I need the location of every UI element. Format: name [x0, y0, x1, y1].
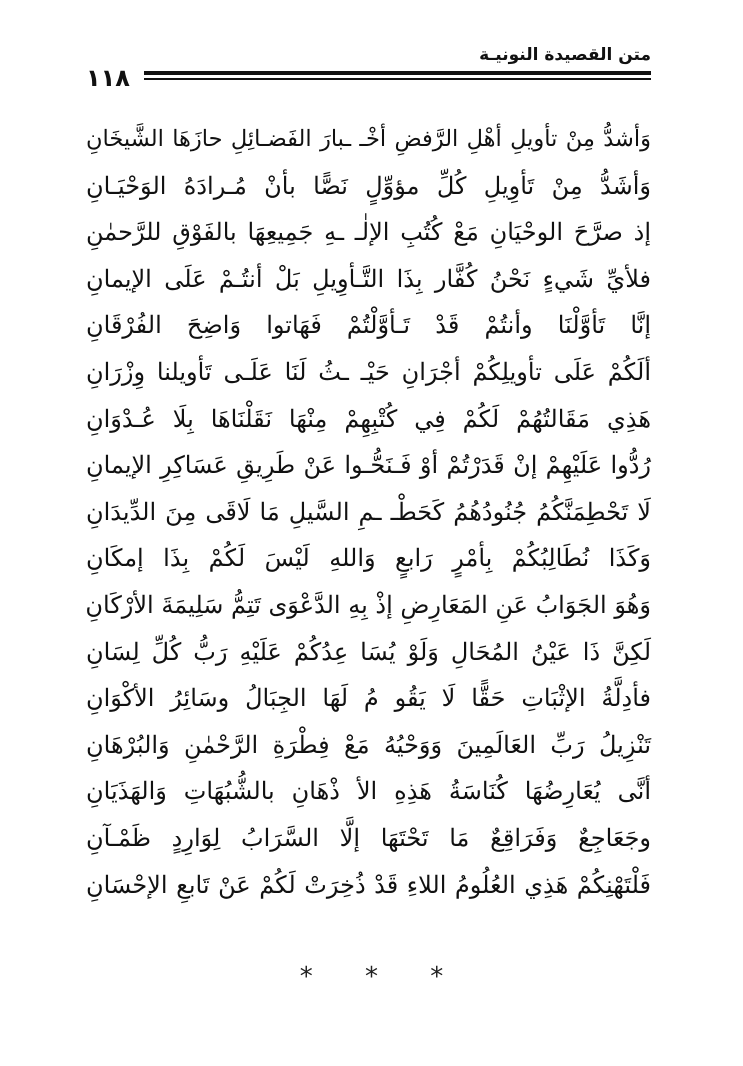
header-rule-thin — [144, 78, 651, 80]
page-header — [86, 44, 651, 94]
verse-line: تَنْزِيلُ رَبِّ العَالَمِينَ وَوَحْيُهُ مَعْ فِطْرَةِ الرَّحْمٰنِ وَالبُرْهَانِ — [86, 730, 651, 759]
verse-line: فلأيِّ شَيءٍ نَحْنُ كُفَّار بِذَا التَّـأوِيلِ بَلْ أنتُـمْ عَلَى الإيمانِ — [86, 264, 651, 293]
verse-line: وَأشدُّ مِنْ تأويلِ أهْلِ الرَّفضِ أخْـ ـبارَ الفَضـائِلِ حازَهَا الشَّيخَانِ — [86, 126, 651, 152]
verse-line: لَا تَحْطِمَنَّكُمُ جُنُودُهُمُ كَحَطْـ ـمِ السَّيلِ مَا لَاقَى مِنَ الدِّيدَانِ — [86, 497, 651, 526]
section-end-ornament: * * * — [299, 962, 466, 992]
verse-line: فَلْتَهْنِكُمْ هَذِي العُلُومُ اللاءِ قَدْ ذُخِرَتْ لَكُمْ عَنْ تَابعِ الإحْسَانِ — [86, 870, 652, 899]
running-title: متن القصيدة النونيـة — [479, 45, 651, 65]
verse-line: إنَّا تَأوَّلْنَا وأنتُمْ قَدْ تَـأوَّلْتُمْ فَهَاتوا وَاضِحَ الفُرْقَانِ — [86, 311, 651, 340]
verse-line: رُدُّوا عَلَيْهِمْ إنْ قَدَرْتُمْ أوْ فَـنَحُّـوا عَنْ طَرِيقِ عَسَاكِرِ الإيمانِ — [86, 451, 651, 480]
page-number: ١١٨ — [86, 64, 130, 92]
poem-verses — [86, 116, 651, 908]
verse-line: وَهُوَ الجَوَابُ عَنِ المَعَارِضِ إذْ بِهِ الدَّعْوَى تَتِمُّ سَلِيمَةَ الأرْكَانِ — [85, 590, 651, 619]
verse-line: لَكِنَّ ذَا عَيْنُ المُحَالِ وَلَوْ يُسَا عِدُكُمْ عَلَيْهِ رَبُّ كُلِّ لِسَانِ — [86, 637, 651, 666]
verse-line: وَكَذَا نُطَالِبُكُمْ بِأمْرٍ رَابعٍ وَاللهِ لَيْسَ لَكُمْ بِذَا إمكَانِ — [86, 544, 651, 573]
verse-line: أنَّى يُعَارِضُهَا كُنَاسَةُ هَذِهِ الأ ذْهَانِ بالشُّبُهَاتِ وَالهَذَيَانِ — [86, 777, 651, 806]
verse-line: هَذِي مَقَالتُهُمْ لَكُمْ فِي كُتْبِهِمْ مِنْهَا نَقَلْنَاهَا بِلَا عُـدْوَانِ — [86, 404, 651, 433]
verse-line: وَأشَدُّ مِنْ تَأوِيلِ كُلِّ مؤوِّلٍ نَصًّا بأنْ مُـرادَهُ الوَحْيَـانِ — [86, 171, 651, 200]
header-rule-thick — [144, 71, 651, 75]
verse-line: ألَكُمْ عَلَى تأويلِكُمْ أجْرَانِ حَيْـ ـثُ لَنَا عَلَـى تَأويلنا وِزْرَانِ — [86, 357, 651, 386]
verse-line: وجَعَاجِعٌ وَفَرَاقِعٌ مَا تَحْتَهَا إلَّا السَّرَابُ لِوَارِدٍ ظَمْـآنِ — [86, 823, 651, 852]
verse-line: فأدِلَّةُ الإثْبَاتِ حَقًّا لَا يَقُو مُ لَهَا الجِبَالُ وسَائِرُ الأكْوَانِ — [86, 684, 652, 713]
verse-line: إذ صرَّحَ الوحْيَانِ مَعْ كُتُبِ الإلٰـ ـهِ جَمِيعِهَا بالفَوْقِ للرَّحمٰنِ — [86, 218, 651, 247]
